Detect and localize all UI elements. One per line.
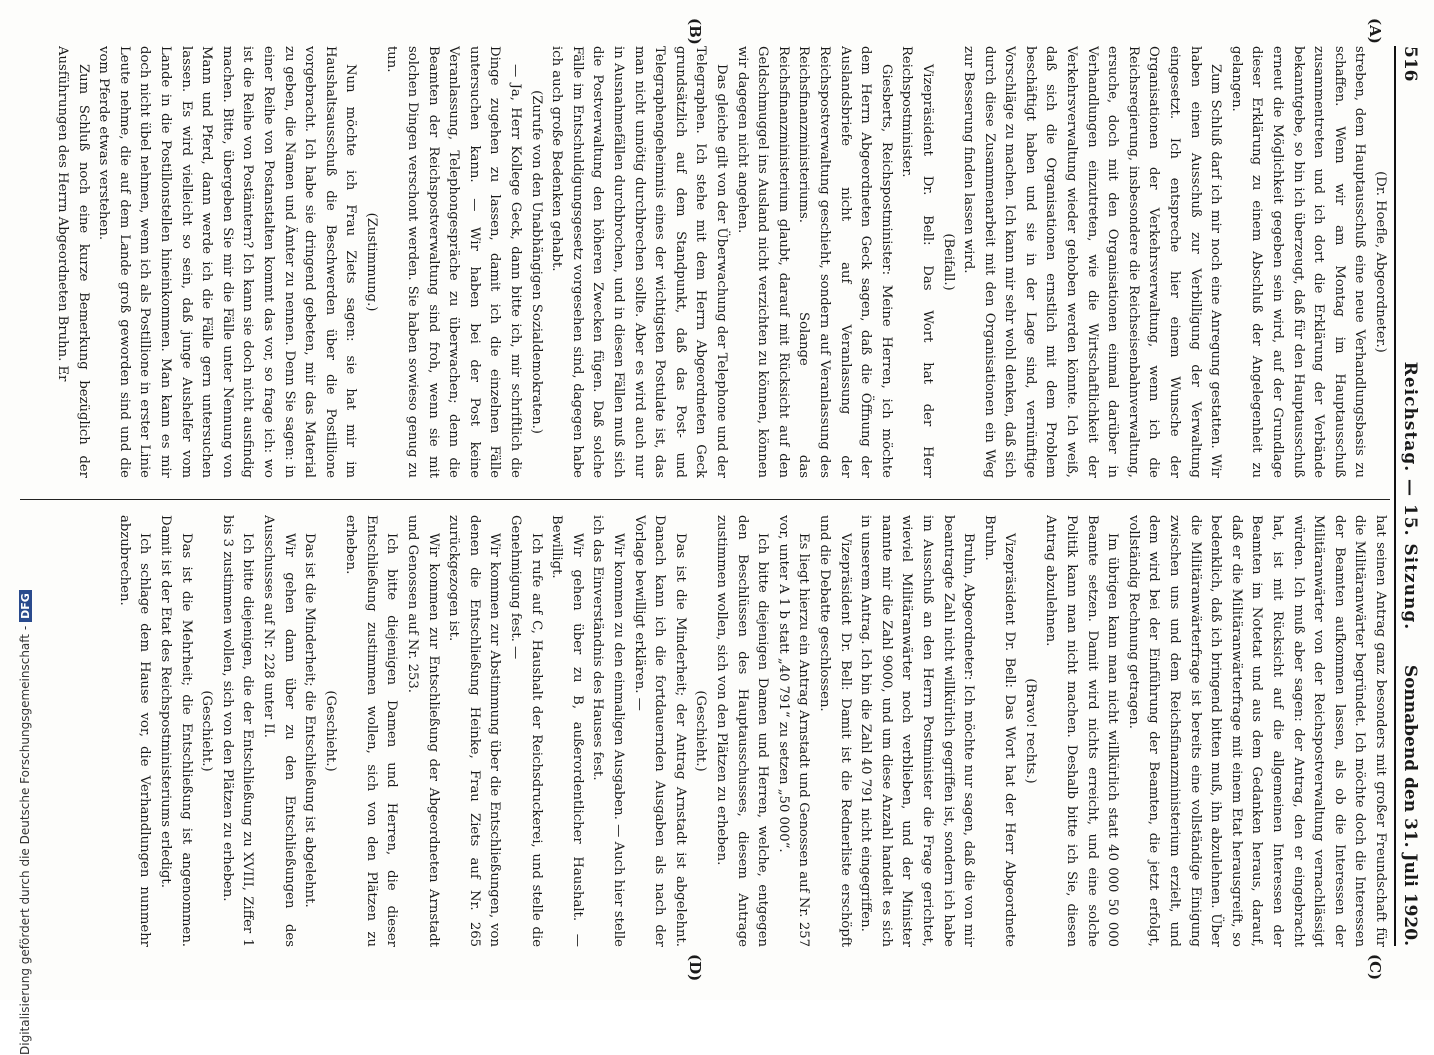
session-date: Sonnabend den 31. Juli 1920. [1400,664,1420,946]
stage-direction: (Zurufe von den Unabhängigen Sozialdemokraten.) [528,90,544,434]
paragraph: Wir kommen zur Abstimmung über die Entschließungen, von denen die Entschließung Heinke, Frau Ziets auf Nr. 265 zurückgezogen ist. [446,515,503,947]
paragraph: Das gleiche gilt von der Überwachung der Telephone und der Telegraphen. Ich stehe mit dem Herrn Abgeordneten Geck grundsätzlich auf dem Standpunkt, daß das Post- und Telegraphengeheimnis eines der wichtigsten Postulate ist, das man nicht unnötig durchbrechen sollte. Aber es wird auch nur in Ausnahmefällen durchbrochen, und in diesen Fällen muß sich die Postverwaltung den höheren Zwecken fügen. Daß solche Fälle im Entschuldigungsgesetz vorgesehen sind, dagegen habe ich auch große Bedenken gehabt. [549,46,729,478]
paragraph: Ich rufe auf C, Haushalt der Reichsdruckerei, und stelle die Genehmigung fest. — [508,515,544,947]
left-text-column [20,46,1390,478]
paragraph: Vizepräsident Dr. Bell: Das Wort hat der Herr Abgeordnete Bruhn. [981,515,1018,947]
paragraph: Das ist die Mehrheit; die Entschließung ist angenommen. Damit ist der Etat des Reichspostministeriums erledigt. [157,515,194,947]
credit-text: Digitalisierung gefördert durch die Deutsche Forschungsgemeinschaft - [18,625,32,1055]
paragraph: Zum Schluß noch eine kurze Bemerkung bezüglich der Ausführungen des Herrn Abgeordneten Bruhn. Er [55,46,91,478]
paragraph: Ich bitte diejenigen Damen und Herren, die dieser Entschließung zustimmen wollen, sich von den Plätzen zu erheben. [343,515,400,947]
paragraph: hat seinen Antrag ganz besonders mit großer Freundschaft für die Militäranwärter begründet. Ich möchte doch die Interessen der Beamten aufkommen lassen, als ob die Interessen der Militäranwärter von der Reichspostverwaltung vernachlässigt würden. Ich muß aber sagen: der Antrag, den er eingebracht hat, ist mit Rücksicht auf die allgemeinen Interessen der Beamten im Notetat und aus dem Gedanken heraus, darauf, daß er die Militäranwärterfrage mit einem Etat herausgreift, so bedenklich, daß ich bringend bitten muß, ihn abzulehnen. Über die Militäranwärterfrage ist bereits eine vollständige Einigung zwischen uns und dem Reichsfinanzministerium erzielt, und dem wird bei der Einführung der Beamten, die jetzt erfolgt, vollständig Rechnung getragen. [1125,515,1388,947]
paragraph: Zum Schluß darf ich mir noch eine Anregung gestatten. Wir haben einen Ausschuß zur Verbilligung der Verwaltung eingesetzt. Ich entspreche hier einem Wunsche der Organisationen der Verkehrsverwaltung, wenn ich die Reichsregierung, insbesondere die Reichseisenbahnverwaltung, ersuche, doch mit den Organisationen einmal darüber in Verhandlungen einzutreten, wie die Wirtschaftlichkeit der Verkehrsverwaltung wieder gehoben werden könnte. Ich weiß, daß sich die Organisationen ernstlich mit dem Problem beschäftigt haben und sie in der Lage sind, vernünftige Vorschläge zu machen. Ich kann mir sehr wohl denken, daß sich durch diese Zusammenarbeit mit den Organisationen ein Weg zur Besserung finden lassen wird. [961,46,1224,478]
page-number: 516 [1400,46,1420,82]
paragraph: Nun möchte ich Frau Ziets sagen: sie hat mir im Haushaltsausschuß die Beschwerden über die Postillione vorgebracht. Ich habe sie dringend gebeten, mir das Material zu geben, die Namen und Ämter zu nennen. Denn Sie sagen: in einer Reihe von Postanstalten kommt das vor, so frage ich: wo ist die Reihe von Postämtern? Ich kann sie doch nicht ausfindig machen. Bitte, übergeben Sie mir die Fälle unter Nennung von Mann und Pferd, dann werde ich die Fälle gern untersuchen lassen. Es wird vielleicht so sein, daß junge Aushelfer vom Lande in die Postillonstellen hineinkommen. Man kann es mir doch nicht übel nehmen, wenn ich als Postillione in erster Linie Leute nehme, die auf dem Lande groß geworden sind und die vom Pferde etwas verstehen. [96,46,359,478]
paragraph: Giesberts, Reichspostminister: Meine Herren, ich möchte dem Herrn Abgeordneten Geck sagen, daß die Öffnung der Auslandsbriefe nicht auf Veranlassung der Reichspostverwaltung geschieht, sondern auf Veranlassung des Reichsfinanzministeriums. Solange das Reichsfinanzministerium glaubt, darauf mit Rücksicht auf den Geldschmuggel ins Ausland nicht verzichten zu können, können wir dagegen nicht angehen. [734,46,894,478]
session-title: Reichstag. — 15. Sitzung. [1400,361,1420,631]
stage-direction: (Geschieht.) [322,690,338,772]
paragraph: Vizepräsident Dr. Bell: Damit ist die Rednerliste erschöpft und die Debatte geschlossen. [816,515,853,947]
stage-direction: (Beifall.) [940,233,956,291]
paragraph: Wir gehen über zu B, außerordentlicher Haushalt. — Bewilligt. [549,515,585,947]
paragraph: Bruhn, Abgeordneter: Ich möchte nur sagen, daß die von mir beantragte Zahl nicht willkürlich gegriffen ist, sondern ich habe im Ausschuß an den Herrn Postminister die Frage gerichtet, wieviel Militäranwärter noch verblieben, und der Minister nannte mir die Zahl 9000, und um diese Anzahl handelt es sich in unserem Antrag. Ich bin die Zahl 40 791 nicht eingegriffen. [858,515,977,947]
paragraph: Vizepräsident Dr. Bell: Das Wort hat der Herr Reichspostminister. [899,46,935,478]
stage-direction: (Zustimmung.) [363,212,379,312]
paragraph: Im übrigen kann man nicht willkürlich statt 40 000 50 000 Beamte setzen. Damit wird nichts erreicht, und eine solche Politik kann man nicht machen. Deshalb bitte ich Sie, diesen Antrag abzulehnen. [1043,515,1121,947]
stage-direction: (Geschieht.) [693,690,709,772]
stage-direction: (Dr. Hoefle, Abgeordneter.) [1373,171,1388,353]
paragraph: Das ist die Minderheit; die Entschließung ist abgelehnt. [302,533,318,908]
paragraph: Wir kommen zu den einmaligen Ausgaben. — Auch hier stelle ich das Einverständnis des Hauses fest. [590,515,627,947]
column-divider [20,499,1390,500]
paragraph: Ich schlage dem Hause vor, die Verhandlungen nunmehr abzubrechen. [116,515,153,947]
paragraph: Wir kommen zur Entschließung der Abgeordneten Arnstadt und Genossen auf Nr. 253. [405,515,441,947]
paragraph: streben, dem Hauptausschuß eine neue Verhandlungsbasis zu schaffen. Wenn wir am Montag im Hauptausschuß zusammentreten und ich dort die Erklärung der Verbände bekanntgebe, so bin ich überzeugt, daß für den Hauptausschuß erneut die Möglichkeit gegeben sein wird, auf der Grundlage dieser Erklärung zu einem Abschluß der Angelegenheit zu gelangen. [1228,46,1368,478]
stage-direction: (Bravo! rechts.) [1022,678,1038,784]
dfg-logo: DFG [19,590,32,622]
paragraph: Ich bitte diejenigen Damen und Herren, welche, entgegen den Beschlüssen des Hauptausschusses, diesem Antrage zustimmen wollen, sich von den Plätzen zu erheben. [714,515,771,947]
margin-mark-d: (D) [686,954,704,982]
paragraph: Das ist die Minderheit; der Antrag Arnstadt ist abgelehnt. Danach kann ich die fortdauernden Ausgaben als nach der Vorlage bewilligt erklären. — [631,515,688,947]
margin-mark-c: (C) [1366,954,1384,981]
page-header [1394,46,1422,946]
margin-mark-a: (A) [1366,18,1384,44]
right-text-column [20,515,1390,947]
paragraph: Wir gehen dann über zu den Entschließungen des Ausschusses auf Nr. 228 unter II. [260,515,297,947]
paragraph: Ich bitte diejenigen, die der Entschließung zu XVIII, Ziffer 1 bis 3 zustimmen wollen, sich von den Plätzen zu erheben. [219,515,256,947]
stage-direction: (Geschieht.) [199,690,215,772]
digitization-credit [18,125,42,1055]
paragraph: — Ja, Herr Kollege Geck, dann bitte ich, mir schriftlich die Dinge zugehen zu lassen, damit ich die einzelnen Fälle untersuchen kann. — Wir haben bei der Post keine Veranlassung, Telephongespräche zu überwachen; denn die Beamten der Reichspostverwaltung sind froh, wenn sie mit solchen Dingen verschont werden. Sie haben sowieso genug zu tun. [384,46,524,478]
paragraph: Es liegt hierzu ein Antrag Arnstadt und Genossen auf Nr. 257 vor, unter A 1 b statt „40 791“ zu setzen „50 000“. [775,515,812,947]
margin-mark-b: (B) [686,18,704,45]
